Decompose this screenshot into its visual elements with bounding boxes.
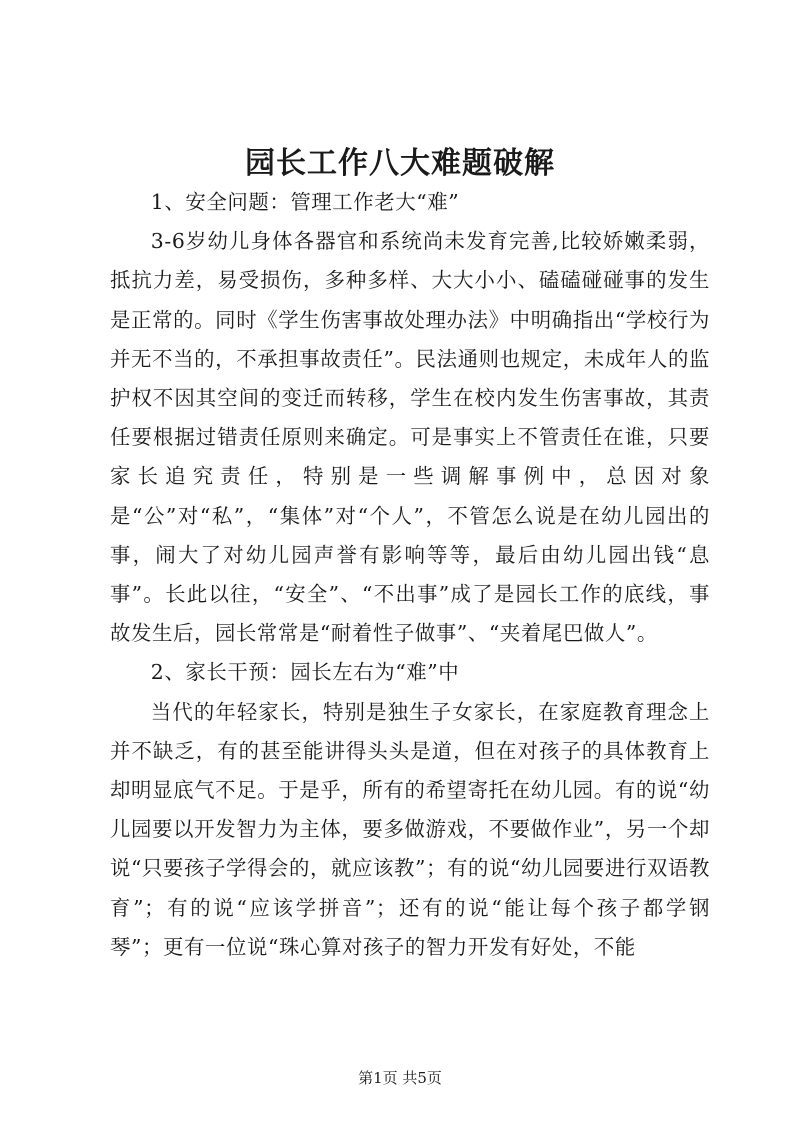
paragraph-parents: 当代的年轻家长，特别是独生子女家长，在家庭教育理念上并不缺乏，有的甚至能讲得头头是道，但在对孩子的具体教育上却明显底气不足。于是乎，所有的希望寄托在幼儿园。有的说“幼儿园要以开发智力为主体，要多做游戏，不要做作业”，另一个却说“只要孩子学得会的，就应该教”；有的说“幼儿园要进行双语教育”；有的说“应该学拼音”；还有的说“能让每个孩子都学钢琴”；更有一位说“珠心算对孩子的智力开发有好处，不能: [110, 699, 710, 959]
section-heading-parents: 2、家长干预：园长左右为“难”中: [150, 660, 460, 685]
section-heading-safety: 1、安全问题：管理工作老大“难”: [150, 190, 460, 214]
document-body: [110, 183, 710, 967]
page-number-footer: 第1页 共5页: [358, 1069, 442, 1087]
paragraph-safety: 3-6岁幼儿身体各器官和系统尚未发育完善,比较娇嫩柔弱，抵抗力差，易受损伤，多种多样、大大小小、磕磕碰碰事的发生是正常的。同时《学生伤害事故处理办法》中明确指出“学校行为并无不当的，不承担事故责任”。民法通则也规定，未成年人的监护权不因其空间的变迁而转移，学生在校内发生伤害事故，其责任要根据过错责任原则来确定。可是事实上不管责任在谁，只要家长追究责任，特别是一些调解事例中，总因对象是“公”对“私”，“集体”对“个人”，不管怎么说是在幼儿园出的事，闹大了对幼儿园声誉有影响等等，最后由幼儿园出钱“息事”。长此以往，“安全”、“不出事”成了是园长工作的底线，事故发生后，园长常常是“耐着性子做事”、“夹着尾巴做人”。: [110, 229, 710, 646]
document-title: 园长工作八大难题破解: [245, 146, 555, 181]
